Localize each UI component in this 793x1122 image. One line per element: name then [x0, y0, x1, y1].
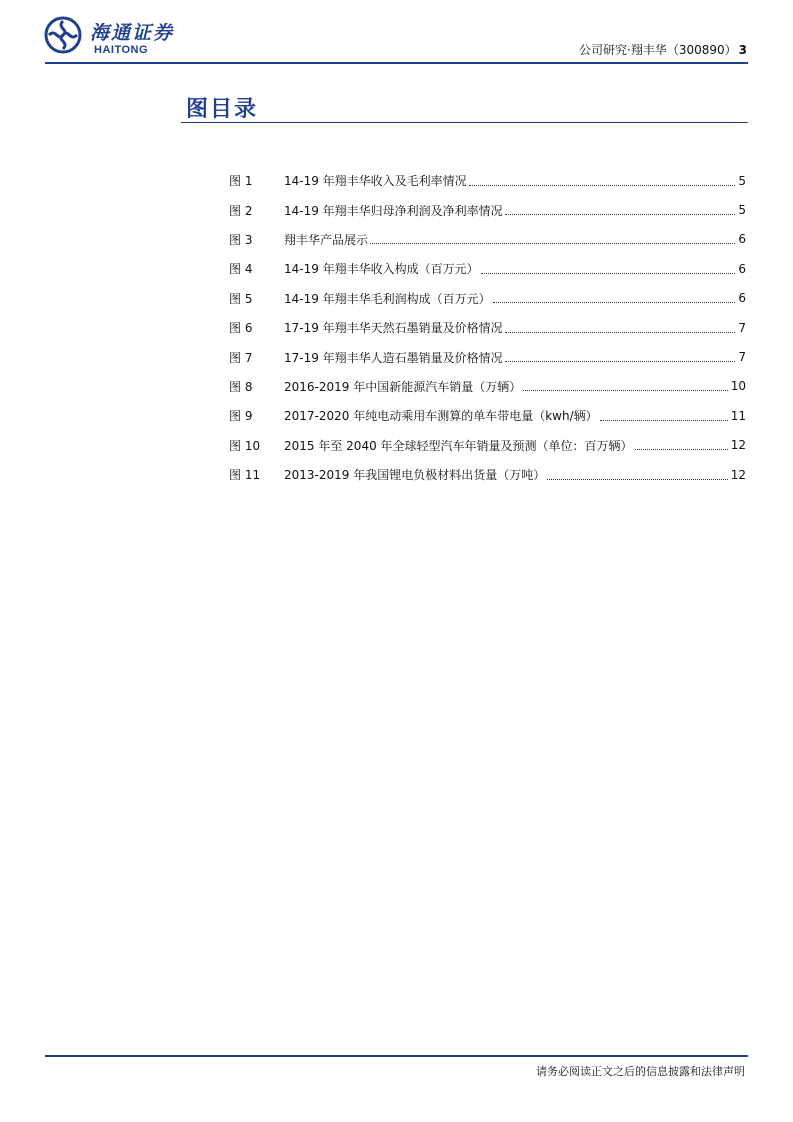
toc-page-number: 10 [730, 379, 746, 394]
toc-figure-number: 图 11 [229, 468, 261, 483]
toc-page-number: 11 [730, 408, 746, 423]
toc-dot-leader [505, 332, 736, 333]
toc-entry[interactable] [229, 284, 746, 313]
toc-figure-number: 图 1 [229, 174, 253, 189]
toc-page-number: 5 [738, 203, 746, 218]
brand-name-cn: 海通证券 [90, 22, 175, 44]
toc-figure-number: 图 2 [229, 203, 253, 218]
haitong-logo-icon [44, 16, 82, 54]
toc-entry[interactable] [229, 342, 746, 371]
toc-dot-leader [600, 420, 728, 421]
toc-figure-title: 17-19 年翔丰华天然石墨销量及价格情况 [284, 321, 503, 336]
toc-entry[interactable] [229, 460, 746, 489]
toc-figure-number: 图 7 [229, 350, 253, 365]
toc-figure-title: 翔丰华产品展示 [284, 232, 369, 247]
toc-entry[interactable] [229, 195, 746, 224]
toc-entry[interactable] [229, 431, 746, 460]
toc-figure-number: 图 4 [229, 262, 253, 277]
toc-dot-leader [635, 449, 728, 450]
page-number: 3 [738, 43, 747, 57]
toc-page-number: 12 [730, 467, 746, 482]
toc-entry[interactable] [229, 166, 746, 195]
section-title: 图目录 [186, 97, 259, 122]
toc-figure-number: 图 9 [229, 409, 253, 424]
toc-figure-number: 图 6 [229, 321, 253, 336]
toc-page-number: 7 [738, 320, 746, 335]
brand-name-en: HAITONG [94, 44, 149, 56]
footer-divider [45, 1055, 748, 1057]
toc-page-number: 6 [738, 232, 746, 247]
toc-dot-leader [505, 361, 736, 362]
toc-entry[interactable] [229, 225, 746, 254]
toc-figure-title: 2015 年至 2040 年全球轻型汽车年销量及预测（单位：百万辆） [284, 438, 633, 453]
toc-entry[interactable] [229, 254, 746, 283]
toc-page-number: 7 [738, 350, 746, 365]
toc-figure-number: 图 3 [229, 232, 253, 247]
header-divider [45, 62, 748, 64]
toc-entry[interactable] [229, 401, 746, 430]
toc-figure-title: 2017-2020 年纯电动乘用车测算的单车带电量（kwh/辆） [284, 409, 598, 424]
toc-dot-leader [481, 273, 736, 274]
toc-dot-leader [547, 479, 727, 480]
toc-dot-leader [505, 214, 736, 215]
toc-figure-title: 17-19 年翔丰华人造石墨销量及价格情况 [284, 350, 503, 365]
toc-figure-title: 14-19 年翔丰华收入构成（百万元） [284, 262, 479, 277]
toc-page-number: 12 [730, 438, 746, 453]
toc-figure-title: 14-19 年翔丰华毛利润构成（百万元） [284, 291, 491, 306]
toc-page-number: 6 [738, 291, 746, 306]
toc-figure-title: 14-19 年翔丰华归母净利润及净利率情况 [284, 203, 503, 218]
toc-entry[interactable] [229, 313, 746, 342]
toc-entry[interactable] [229, 372, 746, 401]
toc-figure-title: 2016-2019 年中国新能源汽车销量（万辆） [284, 379, 522, 394]
footer-disclaimer: 请务必阅读正文之后的信息披露和法律声明 [536, 1065, 745, 1078]
toc-figure-number: 图 5 [229, 291, 253, 306]
toc-dot-leader [469, 185, 736, 186]
report-info: 公司研究·翔丰华（300890） [579, 43, 737, 57]
toc-dot-leader [523, 390, 727, 391]
report-header-info [579, 41, 747, 58]
figure-table-of-contents [229, 166, 746, 489]
toc-page-number: 6 [738, 261, 746, 276]
toc-figure-title: 14-19 年翔丰华收入及毛利率情况 [284, 174, 467, 189]
toc-dot-leader [370, 243, 735, 244]
toc-figure-number: 图 8 [229, 379, 253, 394]
title-divider [181, 122, 748, 123]
toc-dot-leader [493, 302, 736, 303]
toc-figure-number: 图 10 [229, 438, 261, 453]
toc-figure-title: 2013-2019 年我国锂电负极材料出货量（万吨） [284, 468, 546, 483]
toc-page-number: 5 [738, 173, 746, 188]
haitong-logo [44, 16, 194, 60]
